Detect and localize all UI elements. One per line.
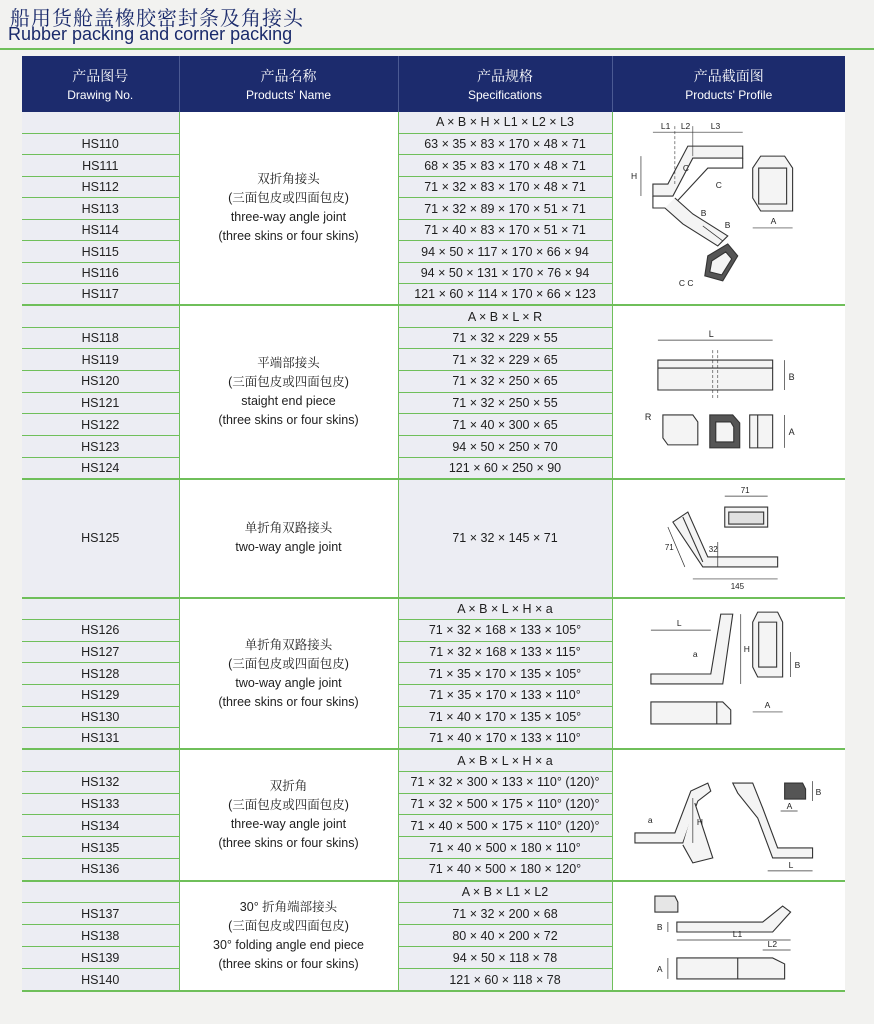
drawing-no-blank xyxy=(22,881,179,903)
spec-header: A × B × L × H × a xyxy=(398,598,612,620)
profile-drawing-folding-end xyxy=(612,881,845,991)
drawing-no: HS140 xyxy=(22,969,179,991)
spec-header: A × B × L × R xyxy=(398,305,612,327)
dim-label: R xyxy=(644,411,651,422)
dim-label: 71 xyxy=(664,543,674,553)
drawing-no: HS135 xyxy=(22,837,179,859)
spec-value: 121 × 60 × 118 × 78 xyxy=(398,969,612,991)
drawing-no-blank xyxy=(22,598,179,620)
drawing-no: HS122 xyxy=(22,414,179,436)
spec-value: 94 × 50 × 118 × 78 xyxy=(398,947,612,969)
spec-value: 71 × 40 × 500 × 180 × 110° xyxy=(398,837,612,859)
spec-value: 121 × 60 × 250 × 90 xyxy=(398,457,612,479)
drawing-no: HS126 xyxy=(22,619,179,641)
drawing-no: HS123 xyxy=(22,436,179,458)
dim-label: A xyxy=(786,800,792,811)
drawing-no: HS114 xyxy=(22,219,179,240)
drawing-no: HS118 xyxy=(22,327,179,349)
drawing-no: HS139 xyxy=(22,947,179,969)
drawing-no: HS133 xyxy=(22,793,179,815)
dim-label: C xyxy=(682,162,689,173)
title-divider xyxy=(0,48,874,50)
spec-value: 71 × 35 × 170 × 135 × 105° xyxy=(398,663,612,685)
spec-value: 94 × 50 × 250 × 70 xyxy=(398,436,612,458)
spec-header: A × B × L × H × a xyxy=(398,749,612,771)
spec-value: 71 × 35 × 170 × 133 × 110° xyxy=(398,684,612,706)
drawing-no: HS124 xyxy=(22,457,179,479)
spec-value: 71 × 40 × 83 × 170 × 51 × 71 xyxy=(398,219,612,240)
col-header-drawing: 产品图号 Drawing No. xyxy=(22,56,179,112)
drawing-no-blank xyxy=(22,749,179,771)
col-header-name: 产品名称 Products' Name xyxy=(179,56,398,112)
profile-folding-end-svg xyxy=(613,884,846,988)
dim-label: L3 xyxy=(710,120,720,131)
spec-value: 71 × 32 × 229 × 65 xyxy=(398,349,612,371)
drawing-no: HS111 xyxy=(22,155,179,176)
spec-value: 71 × 40 × 170 × 133 × 110° xyxy=(398,728,612,750)
spec-value: 71 × 40 × 500 × 180 × 120° xyxy=(398,859,612,881)
page-title-en: Rubber packing and corner packing xyxy=(8,24,293,44)
profile-two-way-angle-svg xyxy=(613,602,846,746)
dim-label: B xyxy=(700,207,706,218)
profile-drawing-double-angle xyxy=(612,749,845,880)
bottom-divider xyxy=(22,990,845,992)
profile-double-angle-svg xyxy=(613,753,846,877)
product-name: 30° 折角端部接头 (三面包皮或四面包皮) 30° folding angle end piece (three skins or four skins) xyxy=(179,881,398,991)
dim-label: A xyxy=(770,215,776,226)
spec-header: A × B × L1 × L2 xyxy=(398,881,612,903)
spec-value: 71 × 32 × 500 × 175 × 110° (120)° xyxy=(398,793,612,815)
dim-label: B xyxy=(656,921,663,932)
dim-label: L xyxy=(788,859,793,870)
spec-header: A × B × H × L1 × L2 × L3 xyxy=(398,112,612,133)
spec-value: 71 × 32 × 229 × 55 xyxy=(398,327,612,349)
drawing-no: HS132 xyxy=(22,771,179,793)
dim-label: B xyxy=(794,659,800,670)
dim-label: H xyxy=(743,643,750,654)
table-header-row xyxy=(22,56,845,112)
profile-drawing-two-way xyxy=(612,479,845,598)
spec-value: 71 × 32 × 250 × 65 xyxy=(398,371,612,393)
drawing-no-blank xyxy=(22,112,179,133)
drawing-no: HS117 xyxy=(22,284,179,306)
dim-label: B xyxy=(724,219,730,230)
dim-label: L1 xyxy=(732,928,742,939)
spec-value: 71 × 32 × 250 × 55 xyxy=(398,392,612,414)
table-row xyxy=(22,479,845,598)
col-header-profile: 产品截面图 Products' Profile xyxy=(612,56,845,112)
product-name: 双折角 (三面包皮或四面包皮) three-way angle joint (three skins or four skins) xyxy=(179,749,398,880)
profile-two-way-svg xyxy=(613,482,846,594)
spec-value: 94 × 50 × 117 × 170 × 66 × 94 xyxy=(398,241,612,262)
profile-drawing-end-piece xyxy=(612,305,845,479)
table-row xyxy=(22,881,845,903)
table-row xyxy=(22,112,845,133)
drawing-no-blank xyxy=(22,305,179,327)
dim-label: 32 xyxy=(708,545,718,555)
spec-value: 80 × 40 × 200 × 72 xyxy=(398,925,612,947)
spec-value: 71 × 32 × 168 × 133 × 115° xyxy=(398,641,612,663)
dim-label: L2 xyxy=(680,120,690,131)
drawing-no: HS131 xyxy=(22,728,179,750)
product-name: 单折角双路接头 two-way angle joint xyxy=(179,479,398,598)
profile-end-piece-svg xyxy=(613,310,846,475)
dim-label: L2 xyxy=(767,938,777,949)
dim-label: C xyxy=(715,179,722,190)
dim-label: L xyxy=(676,617,682,628)
dim-label: B xyxy=(788,371,795,382)
drawing-no: HS130 xyxy=(22,706,179,728)
drawing-no: HS125 xyxy=(22,479,179,598)
dim-label: C C xyxy=(678,277,693,288)
dim-label: A xyxy=(764,699,770,710)
drawing-no: HS120 xyxy=(22,371,179,393)
spec-value: 71 × 40 × 500 × 175 × 110° (120)° xyxy=(398,815,612,837)
spec-value: 71 × 40 × 300 × 65 xyxy=(398,414,612,436)
spec-value: 71 × 32 × 83 × 170 × 48 × 71 xyxy=(398,176,612,197)
col-header-spec: 产品规格 Specifications xyxy=(398,56,612,112)
drawing-no: HS113 xyxy=(22,198,179,219)
profile-three-way-svg xyxy=(613,116,846,301)
drawing-no: HS116 xyxy=(22,262,179,283)
spec-value: 63 × 35 × 83 × 170 × 48 × 71 xyxy=(398,133,612,154)
spec-table xyxy=(22,56,845,992)
product-name: 双折角接头 (三面包皮或四面包皮) three-way angle joint (three skins or four skins) xyxy=(179,112,398,305)
drawing-no: HS138 xyxy=(22,925,179,947)
page-title-zh: 船用货舱盖橡胶密封条及角接头 xyxy=(10,6,304,30)
dim-label: L1 xyxy=(660,120,670,131)
spec-value: 71 × 32 × 145 × 71 xyxy=(398,479,612,598)
dim-label: L xyxy=(708,328,714,339)
drawing-no: HS128 xyxy=(22,663,179,685)
profile-drawing-two-way-angle xyxy=(612,598,845,750)
spec-value: 71 × 40 × 170 × 135 × 105° xyxy=(398,706,612,728)
table-row xyxy=(22,598,845,620)
spec-value: 71 × 32 × 168 × 133 × 105° xyxy=(398,619,612,641)
product-name: 平端部接头 (三面包皮或四面包皮) staight end piece (three skins or four skins) xyxy=(179,305,398,479)
spec-value: 71 × 32 × 200 × 68 xyxy=(398,903,612,925)
drawing-no: HS119 xyxy=(22,349,179,371)
spec-value: 71 × 32 × 89 × 170 × 51 × 71 xyxy=(398,198,612,219)
dim-label: 71 xyxy=(740,486,750,496)
dim-label: a xyxy=(692,648,698,659)
table-row xyxy=(22,305,845,327)
drawing-no: HS115 xyxy=(22,241,179,262)
dim-label: B xyxy=(815,787,821,798)
drawing-no: HS121 xyxy=(22,392,179,414)
product-name: 单折角双路接头 (三面包皮或四面包皮) two-way angle joint (three skins or four skins) xyxy=(179,598,398,750)
drawing-no: HS129 xyxy=(22,684,179,706)
dim-label: a xyxy=(647,814,653,825)
table-row xyxy=(22,749,845,771)
drawing-no: HS127 xyxy=(22,641,179,663)
spec-value: 94 × 50 × 131 × 170 × 76 × 94 xyxy=(398,262,612,283)
spec-value: 121 × 60 × 114 × 170 × 66 × 123 xyxy=(398,284,612,306)
spec-value: 68 × 35 × 83 × 170 × 48 × 71 xyxy=(398,155,612,176)
drawing-no: HS134 xyxy=(22,815,179,837)
drawing-no: HS110 xyxy=(22,133,179,154)
dim-label: A xyxy=(656,963,663,974)
dim-label: H xyxy=(630,170,637,181)
drawing-no: HS136 xyxy=(22,859,179,881)
drawing-no: HS112 xyxy=(22,176,179,197)
dim-label: H xyxy=(696,816,703,827)
dim-label: A xyxy=(788,426,795,437)
spec-value: 71 × 32 × 300 × 133 × 110° (120)° xyxy=(398,771,612,793)
dim-label: 145 xyxy=(730,582,744,592)
profile-drawing-three-way xyxy=(612,112,845,305)
drawing-no: HS137 xyxy=(22,903,179,925)
